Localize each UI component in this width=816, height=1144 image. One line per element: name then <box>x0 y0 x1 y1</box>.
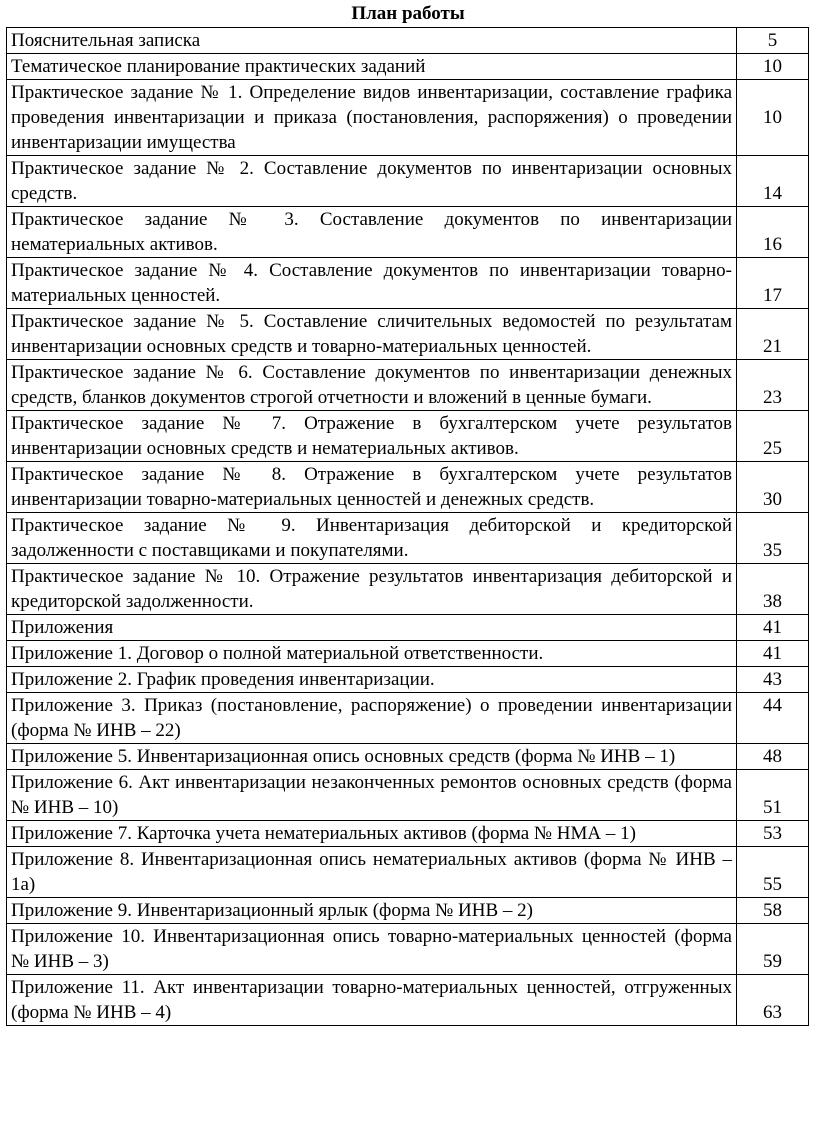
table-row <box>7 770 809 821</box>
toc-entry-page: 43 <box>737 667 809 693</box>
table-row <box>7 693 809 744</box>
table-row <box>7 898 809 924</box>
table-row <box>7 564 809 615</box>
toc-entry-title: Приложение 6. Акт инвентаризации незаконченных ремонтов основных средств (форма № ИНВ – 10) <box>7 770 737 821</box>
toc-entry-title: Приложение 10. Инвентаризационная опись товарно-материальных ценностей (форма № ИНВ – 3) <box>7 924 737 975</box>
toc-entry-title: Приложение 2. График проведения инвентаризации. <box>7 667 737 693</box>
toc-entry-title: Тематическое планирование практических заданий <box>7 54 737 80</box>
toc-entry-page: 44 <box>737 693 809 744</box>
toc-entry-page: 41 <box>737 641 809 667</box>
toc-entry-title: Приложение 3. Приказ (постановление, распоряжение) о проведении инвентаризации (форма № ИНВ – 22) <box>7 693 737 744</box>
toc-entry-title: Практическое задание № 2. Составление документов по инвентаризации основных средств. <box>7 156 737 207</box>
toc-entry-page: 51 <box>737 770 809 821</box>
toc-entry-page: 21 <box>737 309 809 360</box>
table-row <box>7 667 809 693</box>
toc-entry-title: Приложение 8. Инвентаризационная опись нематериальных активов (форма № ИНВ – 1а) <box>7 847 737 898</box>
toc-entry-title: Практическое задание № 10. Отражение результатов инвентаризация дебиторской и кредиторской задолженности. <box>7 564 737 615</box>
table-row <box>7 411 809 462</box>
page-title: План работы <box>351 3 465 24</box>
table-row <box>7 28 809 54</box>
toc-entry-page: 58 <box>737 898 809 924</box>
toc-entry-page: 38 <box>737 564 809 615</box>
toc-entry-page: 5 <box>737 28 809 54</box>
toc-entry-page: 10 <box>737 54 809 80</box>
toc-entry-title: Приложение 11. Акт инвентаризации товарно-материальных ценностей, отгруженных (форма № ИНВ – 4) <box>7 975 737 1026</box>
table-row <box>7 744 809 770</box>
toc-entry-title: Приложение 9. Инвентаризационный ярлык (форма № ИНВ – 2) <box>7 898 737 924</box>
toc-entry-page: 14 <box>737 156 809 207</box>
toc-entry-page: 48 <box>737 744 809 770</box>
toc-entry-title: Приложение 7. Карточка учета нематериальных активов (форма № НМА – 1) <box>7 821 737 847</box>
table-row <box>7 821 809 847</box>
toc-entry-page: 59 <box>737 924 809 975</box>
toc-entry-title: Практическое задание № 8. Отражение в бухгалтерском учете результатов инвентаризации товарно-материальных ценностей и денежных средств. <box>7 462 737 513</box>
toc-entry-title: Практическое задание № 9. Инвентаризация дебиторской и кредиторской задолженности с поставщиками и покупателями. <box>7 513 737 564</box>
toc-entry-page: 53 <box>737 821 809 847</box>
table-row <box>7 80 809 156</box>
toc-entry-page: 23 <box>737 360 809 411</box>
toc-entry-title: Практическое задание № 7. Отражение в бухгалтерском учете результатов инвентаризации основных средств и нематериальных активов. <box>7 411 737 462</box>
toc-entry-page: 25 <box>737 411 809 462</box>
table-row <box>7 207 809 258</box>
toc-entry-page: 17 <box>737 258 809 309</box>
toc-entry-page: 63 <box>737 975 809 1026</box>
table-row <box>7 156 809 207</box>
toc-entry-title: Практическое задание № 6. Составление документов по инвентаризации денежных средств, бланков документов строгой отчетности и вложений в ценные бумаги. <box>7 360 737 411</box>
toc-body <box>7 28 809 1026</box>
toc-entry-page: 55 <box>737 847 809 898</box>
toc-entry-page: 30 <box>737 462 809 513</box>
toc-entry-page: 10 <box>737 80 809 156</box>
toc-entry-title: Пояснительная записка <box>7 28 737 54</box>
table-row <box>7 513 809 564</box>
toc-entry-title: Практическое задание № 4. Составление документов по инвентаризации товарно-материальных ценностей. <box>7 258 737 309</box>
toc-entry-title: Практическое задание № 1. Определение видов инвентаризации, составление графика проведения инвентаризации и приказа (постановления, распоряжения) о проведении инвентаризации имущества <box>7 80 737 156</box>
table-of-contents <box>6 27 809 1026</box>
table-row <box>7 615 809 641</box>
table-row <box>7 847 809 898</box>
toc-entry-page: 16 <box>737 207 809 258</box>
toc-entry-title: Практическое задание № 3. Составление документов по инвентаризации нематериальных активов. <box>7 207 737 258</box>
table-row <box>7 258 809 309</box>
table-row <box>7 924 809 975</box>
toc-entry-page: 35 <box>737 513 809 564</box>
toc-entry-title: Практическое задание № 5. Составление сличительных ведомостей по результатам инвентаризации основных средств и товарно-материальных ценностей. <box>7 309 737 360</box>
table-row <box>7 54 809 80</box>
toc-entry-page: 41 <box>737 615 809 641</box>
toc-entry-title: Приложение 5. Инвентаризационная опись основных средств (форма № ИНВ – 1) <box>7 744 737 770</box>
toc-entry-title: Приложения <box>7 615 737 641</box>
table-row <box>7 641 809 667</box>
table-row <box>7 975 809 1026</box>
table-row <box>7 462 809 513</box>
toc-entry-title: Приложение 1. Договор о полной материальной ответственности. <box>7 641 737 667</box>
table-row <box>7 360 809 411</box>
table-row <box>7 309 809 360</box>
